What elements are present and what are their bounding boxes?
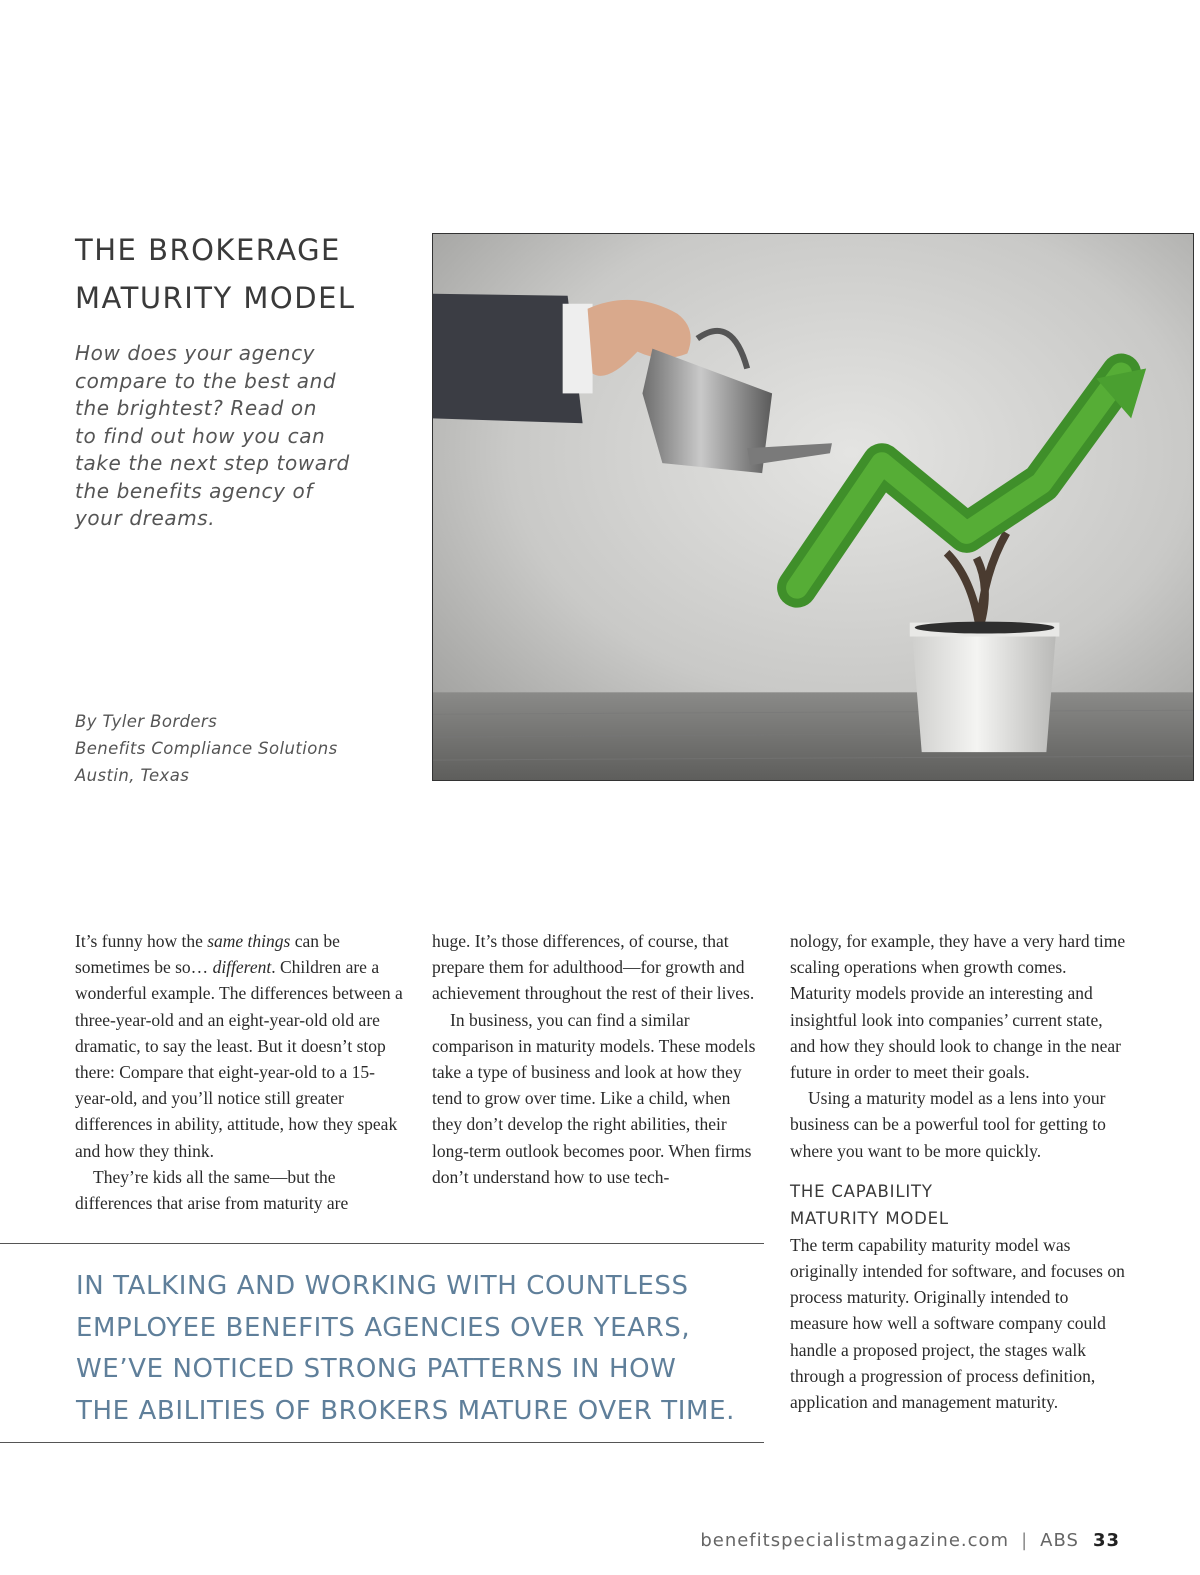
dek-line: the benefits agency of: [75, 478, 313, 503]
text-run: . Children are a wonderful example. The differences between a three-year-old and an eight-year-old old are dramatic, to say the least. But it doesn’t stop there: Compare that eight-year-old to a 15-year-old, and you’ll notice still greater differences in ability, attitude, how they speak and how they think.: [75, 957, 403, 1161]
page-footer: [700, 1530, 1120, 1551]
footer-publication: ABS: [1040, 1530, 1079, 1551]
footer-separator: |: [1021, 1530, 1029, 1551]
title-line: THE BROKERAGE: [75, 233, 341, 267]
byline-location: Austin, Texas: [75, 766, 190, 785]
pull-quote-line: IN TALKING AND WORKING WITH COUNTLESS: [76, 1271, 689, 1301]
title-line: MATURITY MODEL: [75, 281, 356, 315]
body-paragraph: The term capability maturity model was originally intended for software, and focuses on process maturity. Originally intended to measure how well a software company could handle a proposed project, the stages walk through a progression of process definition, application and management maturity.: [790, 1234, 1125, 1413]
footer-site: benefitspecialistmagazine.com: [700, 1530, 1010, 1551]
section-heading: [790, 1178, 1130, 1232]
pull-quote-line: WE’VE NOTICED STRONG PATTERNS IN HOW: [76, 1354, 677, 1385]
watering-can-plant-illustration: [433, 234, 1193, 780]
text-run: It’s funny how the: [75, 931, 208, 951]
body-paragraph: They’re kids all the same—but the differences that arise from maturity are: [75, 1166, 349, 1214]
dek-line: How does your agency: [75, 341, 316, 365]
section-heading-line: THE CAPABILITY: [790, 1181, 933, 1201]
section-heading-line: MATURITY MODEL: [790, 1208, 949, 1228]
article-dek: [75, 340, 405, 533]
pull-quote: [0, 1243, 764, 1443]
dek-line: the brightest? Read on: [75, 396, 318, 420]
body-paragraph: [75, 928, 405, 1164]
dek-line: your dreams.: [75, 506, 216, 530]
text-run: can be sometimes be so…: [75, 931, 340, 978]
hero-image: [432, 233, 1194, 781]
emphasis-text: same things: [207, 931, 291, 951]
pull-quote-line: EMPLOYEE BENEFITS AGENCIES OVER YEARS,: [76, 1312, 691, 1343]
pull-quote-line: THE ABILITIES OF BROKERS MATURE OVER TIME.: [76, 1396, 735, 1427]
body-column-1: [75, 928, 405, 1216]
byline-author: By Tyler Borders: [75, 712, 218, 731]
dek-line: to find out how you can: [75, 423, 326, 448]
byline-company: Benefits Compliance Solutions: [75, 739, 338, 758]
article-title: [75, 226, 415, 322]
dek-line: compare to the best and: [75, 368, 337, 393]
body-column-2: [432, 928, 762, 1190]
body-paragraph: nology, for example, they have a very hard time scaling operations when growth comes. Maturity models provide an interesting and insightful look into companies’ current state, and how they should look to change in the near future in order to meet their goals.: [790, 931, 1126, 1083]
byline: [75, 708, 338, 789]
body-paragraph: Using a maturity model as a lens into your business can be a powerful tool for getting to where you want to be more quickly.: [790, 1088, 1106, 1161]
emphasis-text: different: [212, 957, 272, 978]
body-paragraph: huge. It’s those differences, of course, that prepare them for adulthood—for growth and achievement throughout the rest of their lives.: [432, 931, 755, 1004]
dek-line: take the next step toward: [75, 451, 350, 475]
body-column-3: [790, 928, 1130, 1415]
page-number: 33: [1092, 1530, 1120, 1551]
pull-quote-text: [76, 1266, 766, 1433]
body-paragraph: In business, you can find a similar comparison in maturity models. These models take a type of business and look at how they tend to grow over time. Like a child, when they don’t develop the right abilities, their long-term outlook becomes poor. When firms don’t understand how to use tech-: [432, 1009, 756, 1187]
